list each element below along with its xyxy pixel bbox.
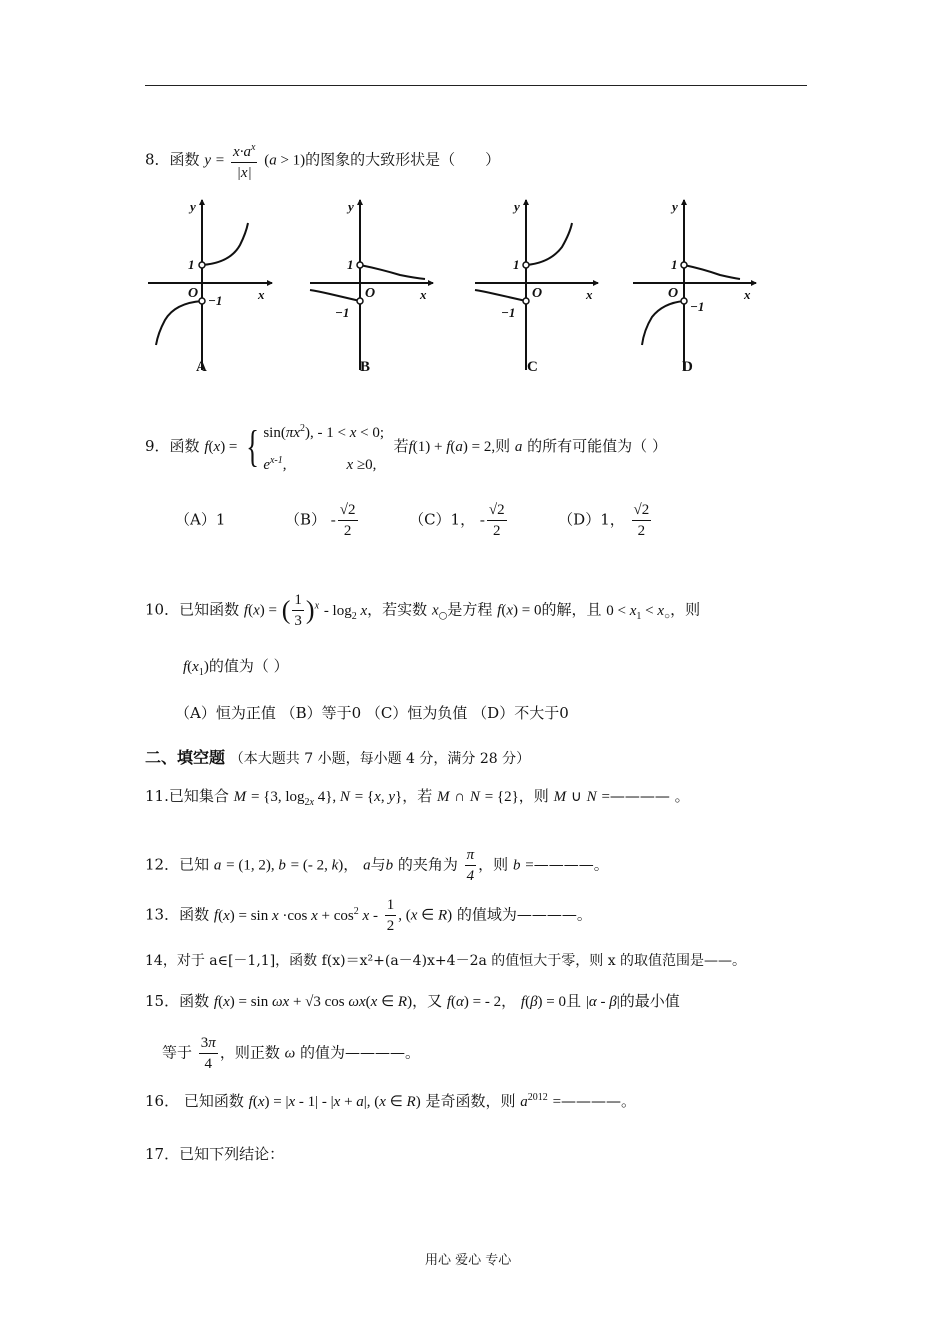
q17-line: 17．已知下列结论： xyxy=(145,1145,285,1163)
q10-options: （A）恒为正值 （B）等于0 （C）恒为负值 （D）不大于0 xyxy=(175,704,569,722)
graph-b-y: y xyxy=(348,199,354,214)
q8-fraction: $\frac{x\cdot a^x}{|x|}$ xyxy=(231,138,257,183)
graph-a-label: A xyxy=(196,359,207,375)
q9-option-c: （C）1， xyxy=(409,510,476,529)
graph-c-label: C xyxy=(527,359,538,375)
graph-d xyxy=(633,199,757,375)
q10-line2: $f(x_1)$的值为（ ） xyxy=(183,657,289,678)
graph-a-y: y xyxy=(190,199,196,214)
graph-a-x: x xyxy=(258,287,265,302)
graph-a-neg: −1 xyxy=(208,293,223,308)
graph-c xyxy=(475,199,599,375)
q16-line: 16． 已知函数 f(x) = |x - 1| - |x + a|, (x ∈ R) 是奇函数，则 $a^{2012}$ =————。 xyxy=(145,1092,637,1110)
graph-c-x: x xyxy=(586,287,593,302)
section-2-title: 二、填空题 xyxy=(145,748,226,767)
q14-line: 14，对于 a∈[－1,1]，函数 f(x)＝x²+(a－4)x+4－2a 的值恒大于零，则 x 的取值范围是——。 xyxy=(145,953,747,969)
section-2-heading xyxy=(145,745,530,768)
graph-c-one: 1 xyxy=(513,257,520,272)
header-rule xyxy=(145,85,807,86)
graph-d-o: O xyxy=(668,286,679,301)
graph-b-one: 1 xyxy=(347,257,354,272)
q8-graphs xyxy=(140,195,780,380)
q13-line: 13．函数 f(x) = sin x ·cos $x + \cos^2 x$ - $\frac{1}{2}$ , (x ∈ R) 的值域为————。 xyxy=(145,897,592,934)
q9-option-a: （A）1 xyxy=(175,510,226,529)
q15-line2: 等于 $\frac{3\pi}{4}$ ，则正数 ω 的值为————。 xyxy=(162,1035,420,1072)
q10-line: 10．已知函数 f(x) = ( $\frac{1}{3}$ )$^x - \log_2 x$，若实数 $x_○$是方程 f(x) = 0的解，且 $0 < x_1 < x_○$，则 xyxy=(145,592,701,629)
q9-cases: $\sin(\pi x^2)$, - 1 < x < 0; $e^{x-1}$, x ≥0, xyxy=(263,423,385,473)
graph-c-neg: −1 xyxy=(501,305,516,320)
graph-c-o: O xyxy=(532,286,543,301)
q9-option-d: （D）1， xyxy=(558,510,625,529)
graph-a-o: O xyxy=(188,286,199,301)
graph-b-o: O xyxy=(365,286,376,301)
page-footer: 用心 爱心 专心 xyxy=(425,1253,512,1268)
graph-d-one: 1 xyxy=(671,257,678,272)
graph-d-y: y xyxy=(672,199,678,214)
graph-d-label: D xyxy=(682,359,693,375)
graph-d-x: x xyxy=(744,287,751,302)
q12-line: 12．已知 a = (1, 2), b = (- 2, k)， a与b 的夹角为 $\frac{\pi}{4}$ ，则 b =————。 xyxy=(145,847,609,884)
q9-options: （A）1 （B） - $\frac{√2}{2}$ （C）1， - $\frac{√2}{2}$ （D）1， $\frac{√2}{2}$ xyxy=(175,502,650,539)
graph-a-one: 1 xyxy=(188,257,195,272)
q15-line: 15．函数 f(x) = sin ωx + √3 cos ωx(x ∈ R)，又 f(α) = - 2， f(β) = 0且 |α - β|的最小值 xyxy=(145,992,680,1010)
graph-b xyxy=(310,199,434,375)
q9-option-b: （B） xyxy=(284,510,326,529)
graph-c-y: y xyxy=(514,199,520,214)
q9-line: 9．函数 f(x) = { $\sin(\pi x^2)$, - 1 < x < 0; $e^{x-1}$, x ≥0, 若f(1) + f(a) = 2,则 a 的所有可能值为（ ） xyxy=(145,415,667,479)
graph-b-label: B xyxy=(360,359,371,375)
section-2-note: （本大题共 7 小题，每小题 4 分，满分 28 分） xyxy=(229,751,531,767)
graph-b-x: x xyxy=(420,287,427,302)
graph-a xyxy=(148,199,273,375)
q11-line: 11.已知集合 M = {3, $\log_{2x} 4$}, N = {x, y}，若 M ∩ N = {2}，则 M ∪ N =———— 。 xyxy=(145,787,690,808)
graph-d-neg: −1 xyxy=(690,299,705,314)
q8-line: 8．函数 y = $\frac{x\cdot a^x}{|x|}$ (a > 1)的图象的大致形状是（ ） xyxy=(145,138,500,183)
graph-b-neg: −1 xyxy=(335,305,350,320)
